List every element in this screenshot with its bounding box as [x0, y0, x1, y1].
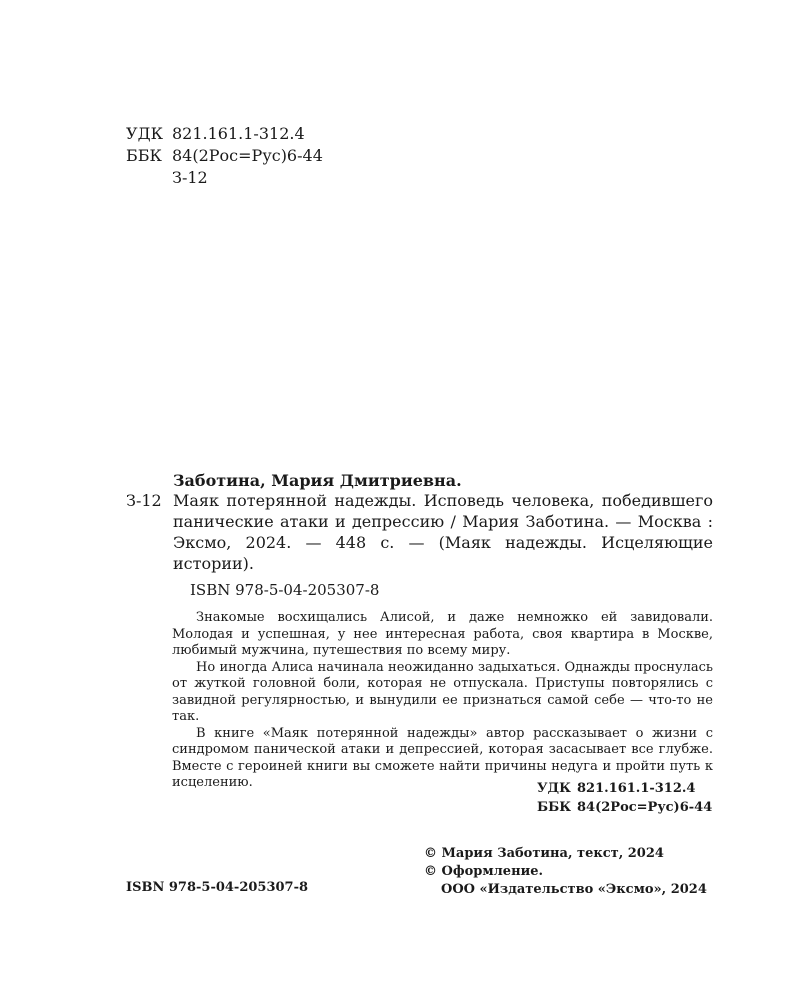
record-description: Маяк потерянной надежды. Исповедь человека, победившего панические атаки и депрессию / Мария Заботина. — Москва : Эксмо, 2024. — 448 с. — (Маяк надежды. Исцеляющие истории).	[173, 491, 713, 573]
udk-label: УДК	[126, 124, 163, 143]
author-heading: Заботина, Мария Дмитриевна.	[173, 471, 462, 490]
annotation	[172, 610, 713, 792]
bbk-line-bottom	[537, 798, 712, 817]
bbk-label-bottom: ББК	[537, 800, 572, 815]
udk-line	[126, 123, 323, 145]
copyright-text: © Мария Заботина, текст, 2024	[424, 846, 664, 861]
udk-value-bottom: 821.161.1-312.4	[577, 781, 696, 796]
record-isbn: ISBN 978-5-04-205307-8	[190, 581, 380, 599]
bbk-value-bottom: 84(2Рос=Рус)6-44	[577, 800, 713, 815]
annotation-paragraph: Знакомые восхищались Алисой, и даже немножко ей завидовали. Молодая и успешная, у нее интересная работа, своя квартира в Москве, любимый мужчина, путешествия по всему миру.	[172, 610, 713, 658]
udk-value: 821.161.1-312.4	[172, 124, 305, 143]
bbk-line	[126, 145, 323, 167]
annotation-paragraph: В книге «Маяк потерянной надежды» автор рассказывает о жизни с синдромом панической атаки и депрессией, которая засасывает все глубже. Вместе с героиней книги вы сможете найти причины недуга и пройти путь к исцелению.	[172, 725, 713, 790]
record-mark: З-12	[126, 491, 162, 510]
isbn-bottom: ISBN 978-5-04-205307-8	[126, 880, 309, 895]
copyright-block	[424, 845, 707, 899]
bbk-label: ББК	[126, 146, 162, 165]
copyright-design: © Оформление.	[424, 864, 544, 879]
bottom-catalog-codes	[537, 779, 712, 817]
copyright-publisher: ООО «Издательство «Эксмо», 2024	[441, 882, 707, 897]
udk-label-bottom: УДК	[537, 781, 571, 796]
annotation-paragraph: Но иногда Алиса начинала неожиданно задыхаться. Однажды проснулась от жуткой головной боли, которая не отпускала. Приступы повторялись с завидной регулярностью, и вынудили ее признаться самой себе — что-то не так.	[172, 659, 713, 724]
top-catalog-codes	[126, 123, 323, 189]
author-mark-line	[126, 167, 323, 189]
author-mark: З-12	[172, 168, 208, 187]
bbk-value: 84(2Рос=Рус)6-44	[172, 146, 323, 165]
udk-line-bottom	[537, 779, 712, 798]
